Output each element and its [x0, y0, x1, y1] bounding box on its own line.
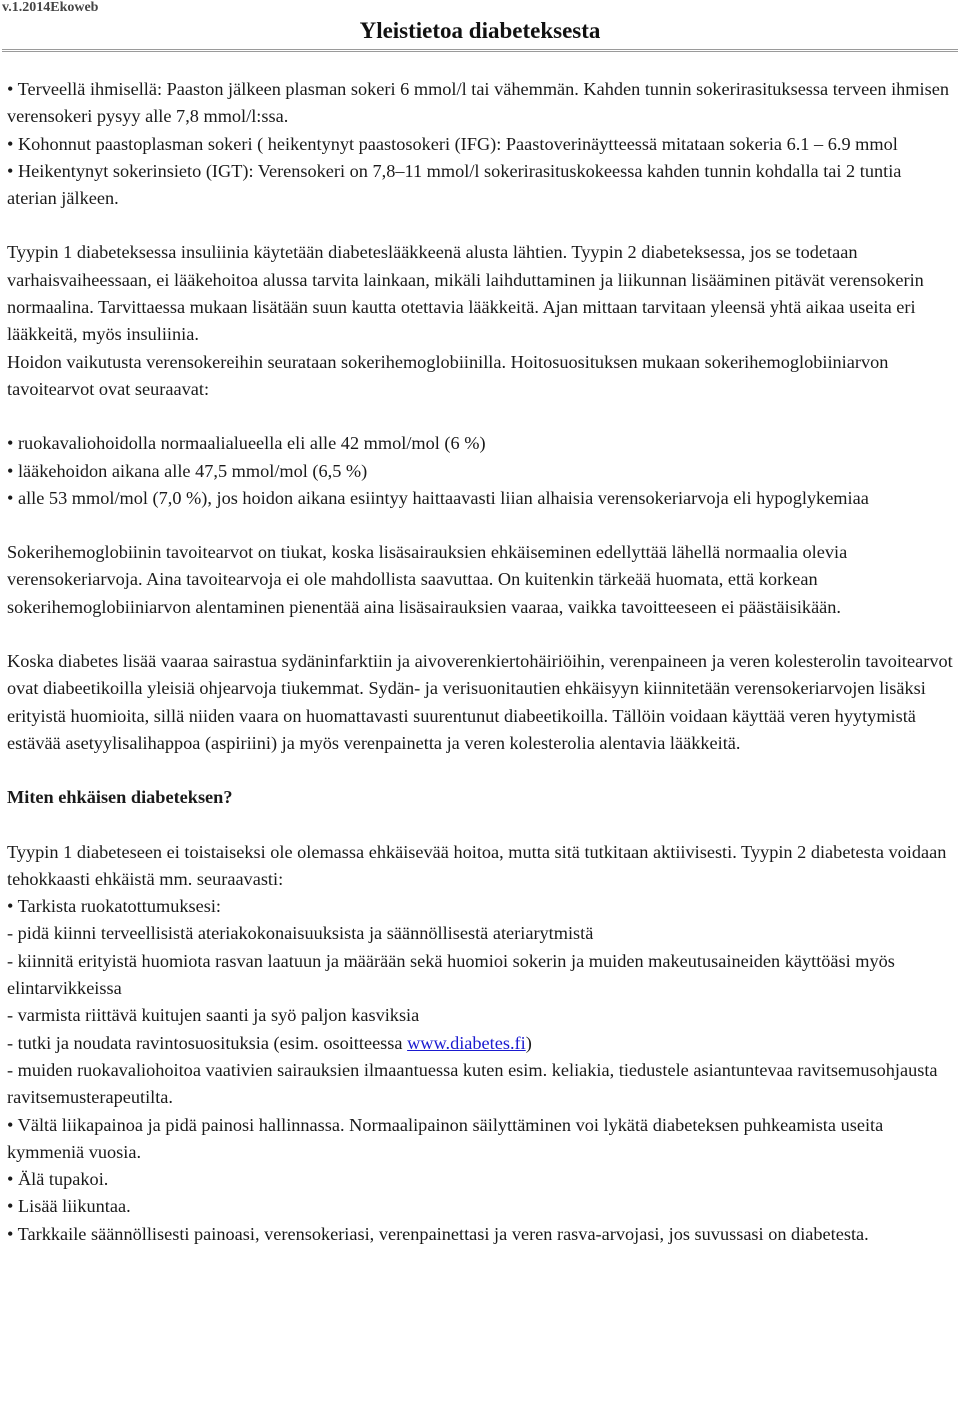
diet-item-fiber: - varmista riittävä kuitujen saanti ja syö paljon kasviksia — [7, 1005, 420, 1026]
cardio-paragraph: Koska diabetes lisää vaaraa sairastua sydäninfarktiin ja aivoverenkiertohäiriöihin, verenpaineen ja veren kolesterolin tavoitearvot ovat diabeetikoilla yleisiä ohjearvoja tiukemmat. Sydän- ja verisuonitautien ehkäisyyn kiinnitetään verensokeriarvojen lisäksi erityistä huomioita, sillä niiden vaara on huomattavasti suurentunut diabeetikoilla. Tällöin voidaan käyttää veren hyytymistä estävää asetyylisalihappoa (aspiriini) ja myös verenpainetta ja veren kolesterolia alentavia lääkkeitä. — [7, 651, 953, 753]
intro-bullet-igt: • Heikentynyt sokerinsieto (IGT): Verensokeri on 7,8–11 mmol/l sokerirasituskokeessa kahden tunnin kohdalla tai 2 tuntia aterian jälkeen. — [7, 160, 902, 209]
spacer — [7, 212, 953, 239]
spacer — [7, 621, 953, 648]
spacer — [7, 812, 953, 839]
target-bullet-diet: • ruokavaliohoidolla normaalialueella eli alle 42 mmol/mol (6 %) — [7, 433, 486, 454]
spacer — [7, 757, 953, 784]
prevention-heading: Miten ehkäisen diabeteksen? — [7, 787, 233, 808]
guidelines-suffix: ) — [525, 1032, 532, 1053]
page-title: Yleistietoa diabeteksesta — [359, 18, 601, 43]
prevention-bullet-monitoring: • Tarkkaile säännöllisesti painoasi, verensokeriasi, verenpainettasi ja veren rasva-arvojasi, jos suvussasi on diabetesta. — [7, 1223, 869, 1244]
spacer — [7, 512, 953, 539]
target-bullet-hypoglycemia: • alle 53 mmol/mol (7,0 %), jos hoidon aikana esiintyy haittaavasti liian alhaisia verensokeriarvoja eli hypoglykemiaa — [7, 487, 869, 508]
diet-item-meals: - pidä kiinni terveellisistä ateriakokonaisuuksista ja säännöllisestä ateriarytmistä — [7, 923, 594, 944]
prevention-bullet-weight: • Vältä liikapainoa ja pidä painosi hallinnassa. Normaalipainon säilyttäminen voi lykätä diabeteksen puhkeamista useita kymmeniä vuosia. — [7, 1114, 884, 1162]
version-label: v.1.2014Ekoweb — [2, 0, 99, 15]
prevention-bullet-smoking: • Älä tupakoi. — [7, 1169, 109, 1190]
diet-item-guidelines — [7, 1030, 953, 1057]
header-divider — [2, 49, 958, 52]
prevention-bullet-exercise: • Lisää liikuntaa. — [7, 1196, 131, 1217]
intro-bullet-ifg: • Kohonnut paastoplasman sokeri ( heikentynyt paastosokeri (IFG): Paastoverinäytteessä mitataan sokeria 6.1 – 6.9 mmol — [7, 133, 898, 154]
target-bullet-medication: • lääkehoidon aikana alle 47,5 mmol/mol (6,5 %) — [7, 460, 368, 481]
guidelines-prefix: - tutki ja noudata ravintosuosituksia (esim. osoitteessa — [7, 1032, 408, 1053]
diet-item-special: - muiden ruokavaliohoitoa vaativien sairauksien ilmaantuessa kuten esim. keliakia, tiedustele asiantuntevaa ravitsemusohjausta ravitsemusterapeutilta. — [7, 1059, 938, 1108]
diet-heading: • Tarkista ruokatottumuksesi: — [7, 896, 221, 917]
diabetes-fi-link[interactable]: www.diabetes.fi — [407, 1032, 526, 1053]
treatment-paragraph: Tyypin 1 diabeteksessa insuliinia käytetään diabeteslääkkeenä alusta lähtien. Tyypin 2 diabeteksessa, jos se todetaan varhaisvaiheessaan, ei lääkehoitoa alussa tarvita lainkaan, mikäli laihduttaminen ja liikunnan lisääminen pitävät verensokerin normaalina. Tarvittaessa mukaan lisätään suun kautta otettavia lääkkeitä. Ajan mittaan tarvitaan yleensä yhtä aikaa useita eri lääkkeitä, myös insuliinia. — [7, 242, 924, 345]
prevention-intro: Tyypin 1 diabeteseen ei toistaiseksi ole olemassa ehkäisevää hoitoa, mutta sitä tutkitaan aktiivisesti. Tyypin 2 diabetesta voidaan tehokkaasti ehkäistä mm. seuraavasti: — [7, 841, 947, 889]
hba1c-paragraph: Hoidon vaikutusta verensokereihin seurataan sokerihemoglobiinilla. Hoitosuosituksen mukaan sokerihemoglobiiniarvon tavoitearvot ovat seuraavat: — [7, 351, 889, 399]
intro-bullet-healthy: • Terveellä ihmisellä: Paaston jälkeen plasman sokeri 6 mmol/l tai vähemmän. Kahden tunnin sokerirasituksessa terveen ihmisen verensokeri pysyy alle 7,8 mmol/l:ssa. — [7, 79, 949, 127]
targets-paragraph: Sokerihemoglobiinin tavoitearvot on tiukat, koska lisäsairauksien ehkäiseminen edellyttää lähellä normaalia olevia verensokeriarvoja. Aina tavoitearvoja ei ole mahdollista saavuttaa. On kuitenkin tärkeää huomata, että korkean sokerihemoglobiiniarvon alentaminen pienentää aina lisäsairauksien vaaraa, vaikka tavoitteeseen ei päästäisikään. — [7, 542, 848, 617]
document-body — [7, 76, 953, 1248]
diet-item-fats: - kiinnitä erityistä huomiota rasvan laatuun ja määrään sekä huomioi sokerin ja muiden makeutusaineiden käyttöäsi myös elintarvikkeissa — [7, 950, 895, 999]
spacer — [7, 403, 953, 430]
